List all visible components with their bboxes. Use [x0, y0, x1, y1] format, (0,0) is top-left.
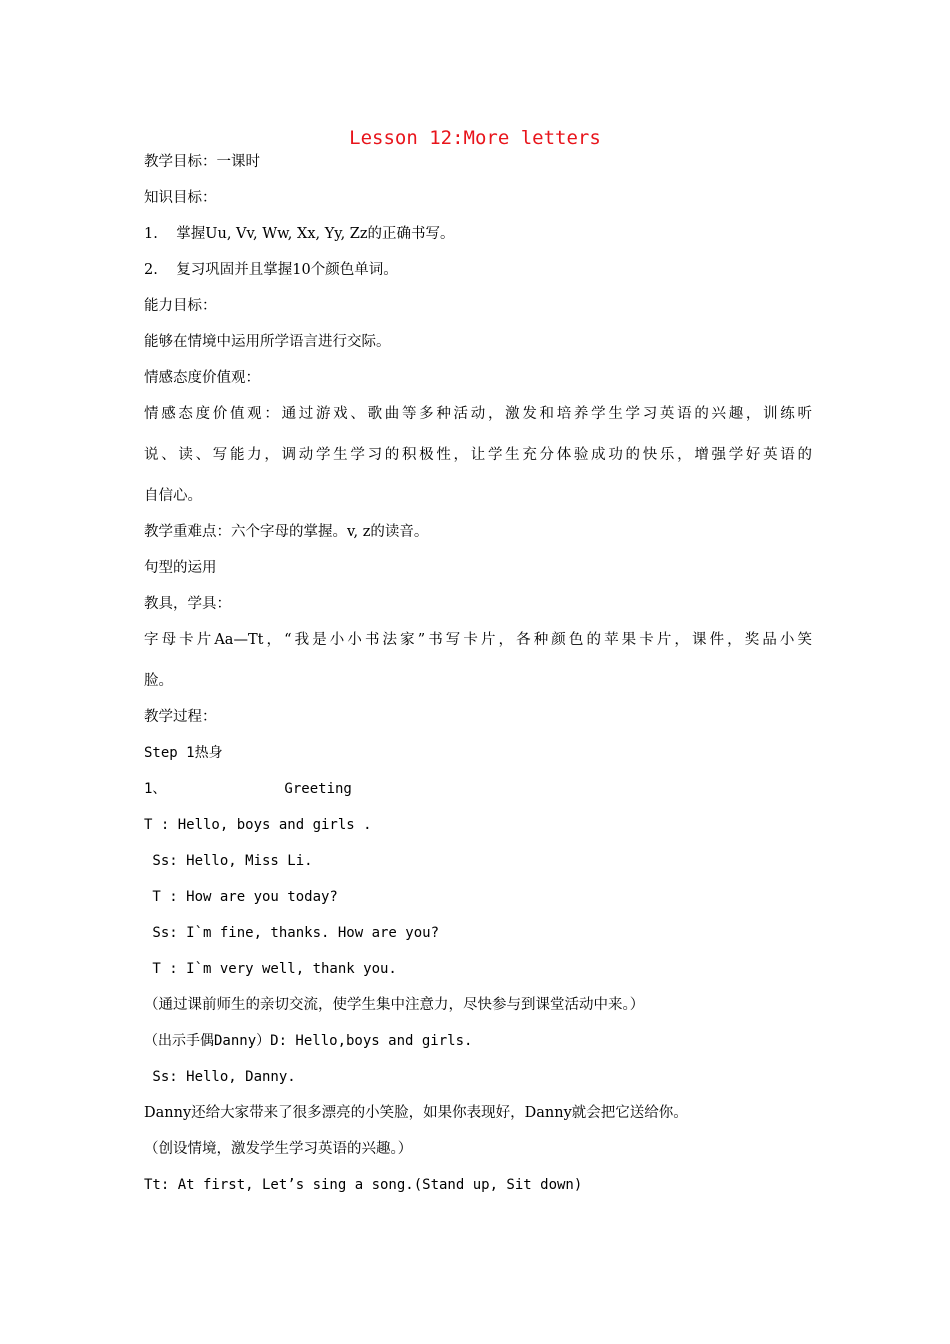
danny-reward-line: Danny还给大家带来了很多漂亮的小笑脸，如果你表现好，Danny就会把它送给你。 [144, 1105, 688, 1121]
process-heading: 教学过程： [144, 709, 217, 725]
dialogue-line-1: T : Hello, boys and girls . [144, 817, 372, 833]
attitude-text-line-2: 说、读、写能力，调动学生学习的积极性，让学生充分体验成功的快乐，增强学好英语的 [144, 447, 812, 463]
dialogue-line-3: T : How are you today? [144, 889, 338, 905]
note-line-2: （创设情境，激发学生学习英语的兴趣。） [144, 1141, 413, 1157]
song-line: Tt: At first, Let’s sing a song.(Stand up, Sit down) [144, 1177, 583, 1193]
sentence-pattern-line: 句型的运用 [144, 560, 217, 576]
dialogue-line-6: Ss: Hello, Danny. [144, 1069, 296, 1085]
dialogue-line-2: Ss: Hello, Miss Li. [144, 853, 313, 869]
step-1-heading: Step 1热身 [144, 745, 223, 761]
key-points-line: 教学重难点：六个字母的掌握。v, z的读音。 [144, 524, 429, 540]
dialogue-line-4: Ss: I`m fine, thanks. How are you? [144, 925, 440, 941]
greeting-heading: 1、 Greeting [144, 781, 352, 797]
knowledge-goal-heading: 知识目标： [144, 190, 217, 206]
ability-goal-heading: 能力目标： [144, 298, 217, 314]
attitude-text-line-1: 情感态度价值观：通过游戏、歌曲等多种活动，激发和培养学生学习英语的兴趣，训练听 [144, 406, 812, 422]
materials-text-line-2: 脸。 [144, 673, 173, 689]
materials-text-line-1: 字母卡片Aa—Tt，“我是小小书法家”书写卡片，各种颜色的苹果卡片，课件，奖品小笑 [144, 632, 812, 648]
knowledge-goal-item-1: 1. 掌握Uu, Vv, Ww, Xx, Yy, Zz的正确书写。 [144, 226, 455, 242]
attitude-heading: 情感态度价值观： [144, 370, 260, 386]
note-line-1: （通过课前师生的亲切交流，使学生集中注意力，尽快参与到课堂活动中来。） [144, 997, 645, 1013]
dialogue-line-5: T : I`m very well, thank you. [144, 961, 397, 977]
materials-heading: 教具，学具： [144, 596, 231, 612]
puppet-line: （出示手偶Danny）D: Hello,boys and girls. [144, 1033, 473, 1049]
attitude-text-line-3: 自信心。 [144, 488, 202, 504]
lesson-title: Lesson 12:More letters [349, 127, 601, 149]
knowledge-goal-item-2: 2. 复习巩固并且掌握10个颜色单词。 [144, 262, 398, 278]
teaching-goal-line: 教学目标：一课时 [144, 154, 260, 170]
ability-goal-text: 能够在情境中运用所学语言进行交际。 [144, 334, 391, 350]
